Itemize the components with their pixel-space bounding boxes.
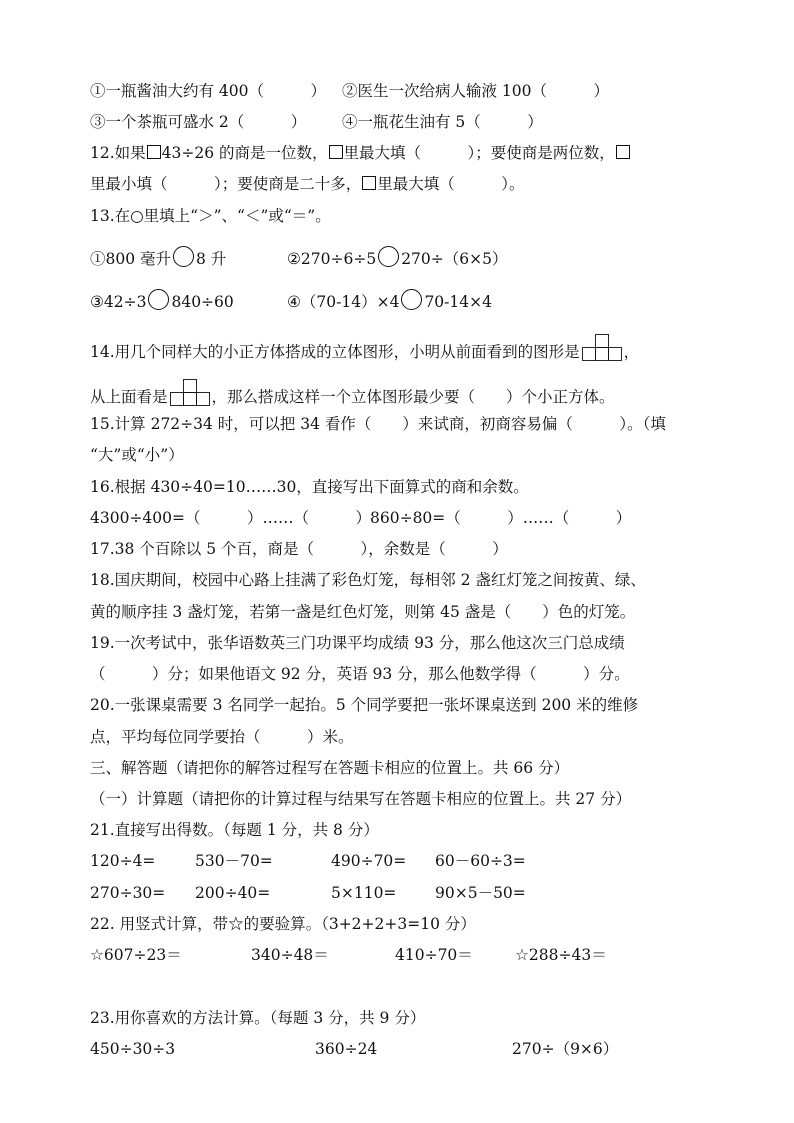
q16-title: 16.根据 430÷40=10……30，直接写出下面算式的商和余数。 [90, 478, 529, 496]
q11-item-3: ③一个茶瓶可盛水 2（ ） [90, 113, 307, 131]
q21-problem: 490÷70= [331, 852, 407, 870]
q23-title: 23.用你喜欢的方法计算。（每题 3 分，共 9 分） [90, 1009, 426, 1027]
q13-item-a: ①800 毫升 8 升 [90, 246, 226, 269]
top-view-cubes-icon [170, 378, 210, 406]
front-view-cubes-icon [582, 333, 622, 361]
q21-problem: 5×110= [331, 884, 397, 902]
q19-line-1: 19.一次考试中，张华语数英三门功课平均成绩 93 分，那么他这次三门总成绩 [90, 634, 625, 652]
q16-item-a: 4300÷400=（ ）……（ ） [90, 509, 372, 527]
q23-problem: 270÷（9×6） [512, 1040, 619, 1058]
q13-item-c: ③42÷3 840÷60 [90, 289, 234, 312]
q23-problem: 450÷30÷3 [90, 1040, 176, 1058]
q13-item-d: ④（70-14）×4 70-14×4 [287, 289, 492, 312]
q22-problem: ☆288÷43＝ [515, 946, 607, 964]
q18-line-1: 18.国庆期间，校园中心路上挂满了彩色灯笼，每相邻 2 盏红灯笼之间按黄、绿、 [90, 571, 646, 589]
q11-item-1: ①一瓶酱油大约有 400（ ） [90, 82, 327, 100]
blank-square-icon [616, 145, 630, 159]
q22-title: 22. 用竖式计算，带☆的要验算。（3+2+2+3=10 分） [90, 915, 476, 933]
q11-item-4: ④一瓶花生油有 5（ ） [342, 113, 543, 131]
q14-line-2: 从上面看是 ，那么搭成这样一个立体图形最少要（ ）个小正方体。 [90, 378, 615, 407]
q21-problem: 530－70= [195, 852, 273, 870]
q22-problem: 410÷70＝ [395, 946, 473, 964]
q22-problem: ☆607÷23＝ [90, 946, 182, 964]
q21-problem: 60－60÷3= [435, 852, 526, 870]
q20-line-2: 点，平均每位同学要抬（ ）米。 [90, 728, 354, 746]
q15-line-1: 15.计算 272÷34 时，可以把 34 看作（ ）来试商，初商容易偏（ ）。（填 [90, 415, 666, 433]
blank-square-icon [329, 145, 343, 159]
q17-text: 17.38 个百除以 5 个百，商是（ ），余数是（ ） [90, 540, 508, 558]
blank-square-icon [362, 176, 376, 190]
q21-problem: 200÷40= [195, 884, 271, 902]
q11-item-2: ②医生一次给病人输液 100（ ） [342, 82, 610, 100]
q13-item-b: ②270÷6÷5 270÷（6×5） [287, 246, 507, 269]
section-3-subtitle: （一）计算题（请把你的计算过程与结果写在答题卡相应的位置上。共 27 分） [90, 790, 632, 808]
q18-line-2: 黄的顺序挂 3 盏灯笼，若第一盏是红色灯笼，则第 45 盏是（ ）色的灯笼。 [90, 603, 636, 621]
compare-circle-icon [401, 289, 422, 310]
compare-circle-icon [173, 246, 194, 267]
q21-problem: 90×5－50= [435, 884, 526, 902]
q19-line-2: （ ）分；如果他语文 92 分，英语 93 分，那么他数学得（ ）分。 [90, 665, 630, 683]
compare-circle-icon [148, 289, 169, 310]
section-3-title: 三、解答题（请把你的解答过程写在答题卡相应的位置上。共 66 分） [90, 759, 570, 777]
q23-problem: 360÷24 [315, 1040, 378, 1058]
q21-problem: 120÷4= [90, 852, 156, 870]
q22-problem: 340÷48＝ [251, 946, 329, 964]
q14-line-1: 14.用几个同样大的小正方体搭成的立体图形，小明从前面看到的图形是 ， [90, 333, 639, 362]
q12-line-1: 12.如果 43÷26 的商是一位数， 里最大填（ ）；要使商是两位数， [90, 143, 631, 163]
q13-title: 13.在○里填上“＞”、“＜”或“＝”。 [90, 207, 331, 225]
q12-line-2: 里最小填（ ）；要使商是二十多， 里最大填（ ）。 [90, 175, 525, 193]
q15-line-2: “大”或“小”） [90, 446, 184, 464]
compare-circle-icon [378, 246, 399, 267]
blank-square-icon [147, 145, 161, 159]
q21-title: 21.直接写出得数。（每题 1 分，共 8 分） [90, 821, 379, 839]
q21-problem: 270÷30= [90, 884, 166, 902]
q16-item-b: 860÷80=（ ）……（ ） [370, 509, 632, 527]
q20-line-1: 20.一张课桌需要 3 名同学一起抬。5 个同学要把一张坏课桌送到 200 米的维修 [90, 696, 639, 714]
